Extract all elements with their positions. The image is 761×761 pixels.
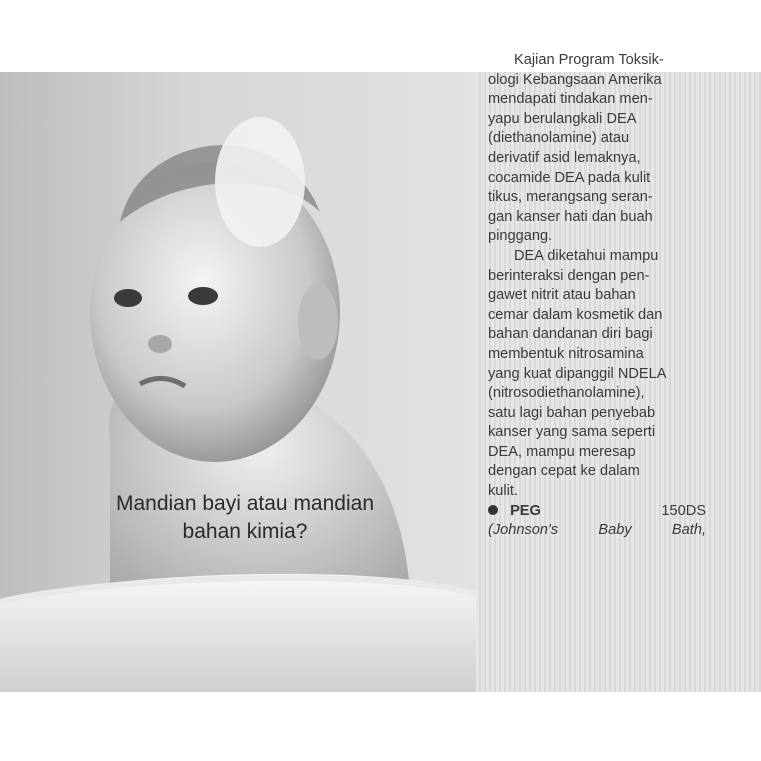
para1-line: (diethanolamine) atau [488,130,630,147]
para2-line: gawet nitrit atau bahan [488,287,636,304]
para1-line: derivatif asid lemaknya, [488,149,641,166]
caption-line-2: bahan kimia? [182,520,308,543]
para1-line: pinggang. [488,228,553,245]
bullet-detail [488,521,706,541]
para1-line: ologi Kebangsaan Amerika [488,71,662,88]
photo-caption [80,490,410,546]
bullet-label: PEG [510,502,541,519]
para1-line: mendapati tindakan men- [488,91,653,108]
italic-word-a: (Johnson's [488,522,559,539]
para2-line: kulit. [488,483,519,500]
para2-line: bahan dandanan diri bagi [488,326,653,343]
bullet-dot-icon [488,505,498,515]
bullet-item-peg [488,502,706,522]
para1-line: yapu berulangkali DEA [488,110,637,127]
baby-illustration [0,72,476,692]
para1-line: Kajian Program Toksik- [514,52,664,68]
para1-line: cocamide DEA pada kulit [488,169,651,186]
para2-line: DEA diketahui mampu [514,247,659,264]
para2-line: satu lagi bahan penyebab [488,404,656,421]
para2-line: dengan cepat ke dalam [488,463,640,480]
paragraph-1 [488,51,706,247]
italic-word-c: Bath, [671,522,706,539]
italic-word-b: Baby [598,522,632,539]
paragraph-2 [488,247,706,502]
para2-line: (nitrosodiethanolamine), [488,385,645,402]
bullet-value: 150DS [661,502,706,519]
para2-line: yang kuat dipanggil NDELA [488,365,667,382]
para2-line: cemar dalam kosmetik dan [488,306,663,323]
para1-line: gan kanser hati dan buah [488,208,653,225]
para2-line: berinteraksi dengan pen- [488,267,650,284]
baby-bath-photo [0,72,476,692]
caption-line-1: Mandian bayi atau mandian [115,492,374,515]
para2-line: membentuk nitrosamina [488,345,644,362]
para2-line: kanser yang sama seperti [488,424,656,441]
bullet-left [488,502,541,522]
para2-line: DEA, mampu meresap [488,443,636,460]
para1-line: tikus, merangsang seran- [488,189,653,206]
article-body [488,51,706,541]
